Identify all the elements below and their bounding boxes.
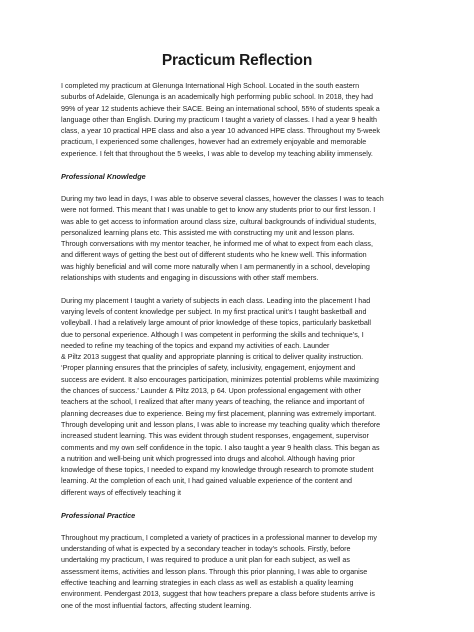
text-line: different ways of effectively teaching it bbox=[61, 488, 182, 497]
text-line: relationships with students and engaging in discussions with other staff members. bbox=[61, 274, 319, 283]
text-line: & Piltz 2013 suggest that quality and appropriate planning is critical to deliver quality instruction. bbox=[61, 353, 364, 362]
text-line: volleyball. I had a relatively large amount of prior knowledge of these topics, particularly basketball bbox=[61, 319, 371, 328]
text-line: During my two lead in days, I was able to observe several classes, however the classes I was to teach bbox=[61, 194, 384, 203]
text-line: I completed my practicum at Glenunga International High School. Located in the south eastern bbox=[61, 82, 360, 90]
text-line: environment. Pendergast 2013, suggest that how teachers prepare a class before students arrive is bbox=[61, 590, 375, 599]
text-line: were not formed. This meant that I was unable to get to know any students prior to our first lesson. I bbox=[61, 206, 376, 215]
document-body bbox=[61, 81, 416, 623]
text-line: knowledge of these topics, I needed to expand my knowledge through research to promote student bbox=[61, 466, 374, 475]
text-line: understanding of what is expected by a secondary teacher in today’s schools. Firstly, before bbox=[61, 545, 351, 554]
text-line: experience. I felt that throughout the 5 weeks, I was able to develop my teaching ability immensely. bbox=[61, 149, 373, 158]
text-line: success are evident. It also encourages participation, minimizes potential problems while maximizing bbox=[61, 375, 379, 384]
page-title: Practicum Reflection bbox=[161, 52, 313, 69]
text-line: Through conversations with my mentor teacher, he informed me of what to expect from each class, bbox=[61, 240, 373, 249]
text-line: needed to refine my teaching of the topics and expand my activities of each. Launder bbox=[61, 341, 330, 350]
text-line: was able to get access to information around class size, cultural backgrounds of individual students, bbox=[61, 217, 377, 226]
text-line: ‘Proper planning ensures that the principles of safety, inclusivity, engagement, enjoyment and bbox=[61, 364, 356, 373]
paragraph bbox=[61, 81, 416, 160]
text-line: comments and my own self confidence in the topic. I also taught a year 9 health class. This began as bbox=[61, 443, 380, 452]
text-line: and different ways of getting the best out of different students who he knew well. This information bbox=[61, 251, 367, 260]
text-line: varying levels of content knowledge per subject. In my first practical unit’s I taught basketball and bbox=[61, 307, 367, 316]
text-line: the chances of success.’ Launder & Piltz 2013, p 64. Upon professional engagement with other bbox=[61, 387, 361, 396]
text-line: due to personal experience. Although I was competent in performing the skills and technique’s, I bbox=[61, 330, 364, 339]
text-line: one of the most influential factors, affecting student learning. bbox=[61, 601, 252, 610]
text-line: was highly beneficial and will come more naturally when I am permanently in a school, developing bbox=[61, 262, 370, 271]
text-line: Throughout my practicum, I completed a variety of practices in a professional manner to develop my bbox=[61, 533, 377, 542]
text-line: During my placement I taught a variety of subjects in each class. Leading into the placement I had bbox=[61, 296, 371, 305]
text-line: personalized learning plans etc. This assisted me with constructing my unit and lesson plans. bbox=[61, 228, 355, 237]
text-line: suburbs of Adelaide, Glenunga is an academically high performing public school. In 2018, they had bbox=[61, 93, 374, 102]
text-line: teachers at the school, I realized that after many years of teaching, the reliance and important of bbox=[61, 398, 365, 407]
text-line: class, a year 10 practical HPE class and also a year 10 advanced HPE class. Throughout my 5-week bbox=[61, 127, 380, 136]
text-line: undertaking my practicum, I was required to produce a unit plan for each subject, as well as bbox=[61, 556, 350, 565]
text-line: 99% of year 12 students achieve their SACE. Being an international school, 55% of students speak a bbox=[61, 104, 380, 113]
section-heading: Professional Practice bbox=[61, 511, 136, 521]
text-line: effective teaching and learning strategies in each class as well as establish a quality learning bbox=[61, 579, 354, 588]
text-line: Through developing unit and lesson plans, I was able to increase my teaching quality which therefore bbox=[61, 420, 381, 429]
text-line: a nutrition and well-being unit which progressed into drugs and alcohol. Although having prior bbox=[61, 454, 355, 463]
text-line: planning decreases due to experience. Being my first placement, planning was extremely important. bbox=[61, 409, 377, 418]
text-line: language other than English. During my practicum I taught a variety of classes. I had a year 9 health bbox=[61, 115, 377, 124]
text-line: practicum, I experienced some challenges, however had an extremely enjoyable and memorable bbox=[61, 138, 367, 147]
text-line: increased student learning. This was evident through student responses, engagement, supervisor bbox=[61, 432, 369, 441]
text-line: learning. At the completion of each unit, I had gained valuable experience of the content and bbox=[61, 477, 352, 486]
text-line: assessment items, activities and lesson plans. Through this prior planning, I was able to organise bbox=[61, 567, 368, 576]
paragraph bbox=[61, 194, 416, 284]
section-heading: Professional Knowledge bbox=[61, 172, 146, 182]
paragraph bbox=[61, 533, 416, 612]
paragraph bbox=[61, 296, 416, 499]
